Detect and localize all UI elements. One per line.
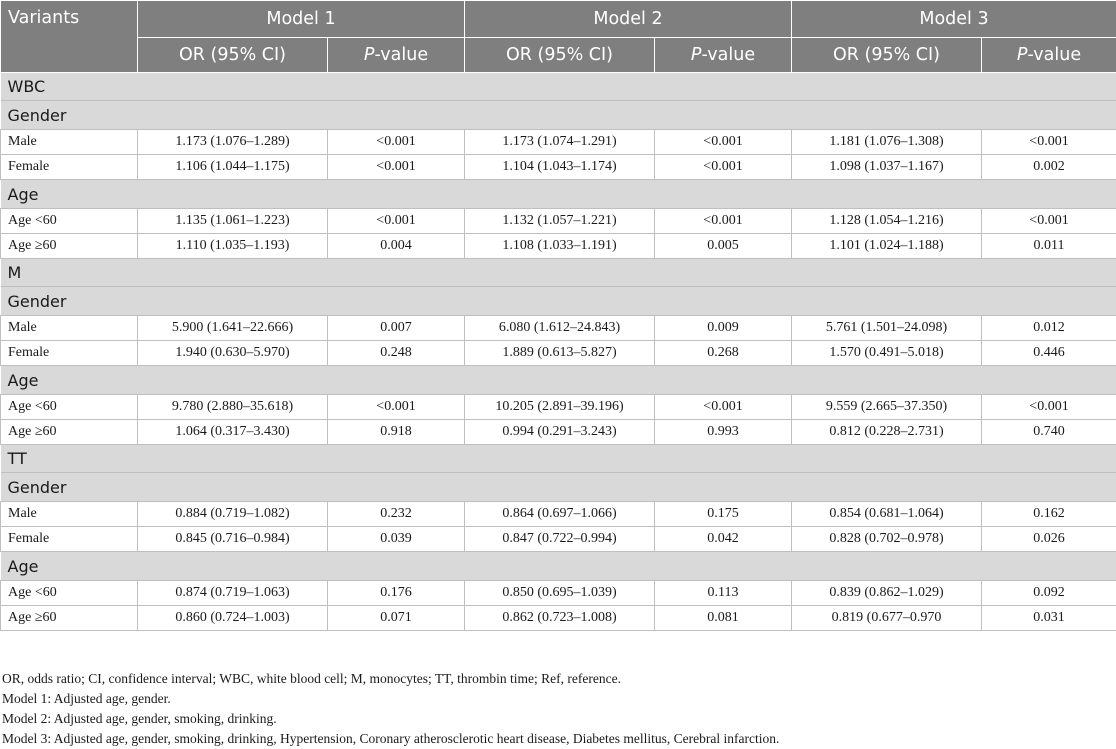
p-value-cell: <0.001 bbox=[655, 395, 792, 420]
row-label: Female bbox=[1, 155, 138, 180]
row-label: Age ≥60 bbox=[1, 606, 138, 631]
header-model-2: Model 2 bbox=[465, 1, 792, 38]
group-label: Gender bbox=[1, 287, 1116, 316]
or-cell: 10.205 (2.891–39.196) bbox=[465, 395, 655, 420]
section-row bbox=[1, 73, 1116, 101]
row-label: Male bbox=[1, 502, 138, 527]
or-cell: 1.128 (1.054–1.216) bbox=[792, 209, 982, 234]
or-cell: 0.845 (0.716–0.984) bbox=[138, 527, 328, 552]
row-label: Male bbox=[1, 316, 138, 341]
section-row bbox=[1, 259, 1116, 287]
header-or: OR (95% CI) bbox=[465, 38, 655, 73]
group-label: Gender bbox=[1, 473, 1116, 502]
p-value-cell: <0.001 bbox=[655, 209, 792, 234]
or-cell: 9.780 (2.880–35.618) bbox=[138, 395, 328, 420]
p-value-cell: 0.268 bbox=[655, 341, 792, 366]
p-value-cell: 0.007 bbox=[328, 316, 465, 341]
table-row bbox=[1, 341, 1116, 366]
p-value-cell: 0.004 bbox=[328, 234, 465, 259]
or-cell: 1.132 (1.057–1.221) bbox=[465, 209, 655, 234]
or-cell: 0.850 (0.695–1.039) bbox=[465, 581, 655, 606]
row-label: Female bbox=[1, 341, 138, 366]
or-cell: 1.570 (0.491–5.018) bbox=[792, 341, 982, 366]
row-label: Age ≥60 bbox=[1, 420, 138, 445]
group-row bbox=[1, 180, 1116, 209]
or-cell: 1.098 (1.037–1.167) bbox=[792, 155, 982, 180]
or-cell: 0.819 (0.677–0.970 bbox=[792, 606, 982, 631]
table-header bbox=[1, 1, 1116, 73]
p-value-cell: <0.001 bbox=[328, 209, 465, 234]
p-value-cell: 0.031 bbox=[982, 606, 1116, 631]
p-value-cell: 0.162 bbox=[982, 502, 1116, 527]
section-label: TT bbox=[1, 445, 1116, 473]
table-row bbox=[1, 502, 1116, 527]
header-model-1: Model 1 bbox=[138, 1, 465, 38]
table-row bbox=[1, 130, 1116, 155]
header-variants: Variants bbox=[1, 1, 138, 73]
or-cell: 0.839 (0.862–1.029) bbox=[792, 581, 982, 606]
p-value-cell: 0.176 bbox=[328, 581, 465, 606]
table-row bbox=[1, 527, 1116, 552]
group-label: Age bbox=[1, 552, 1116, 581]
table-row bbox=[1, 234, 1116, 259]
footnote: Model 3: Adjusted age, gender, smoking, drinking, Hypertension, Coronary atherosclerotic heart disease, Diabetes mellitus, Cerebral infarction. bbox=[0, 729, 1116, 749]
or-cell: 1.106 (1.044–1.175) bbox=[138, 155, 328, 180]
table-row bbox=[1, 155, 1116, 180]
or-cell: 0.828 (0.702–0.978) bbox=[792, 527, 982, 552]
or-cell: 0.847 (0.722–0.994) bbox=[465, 527, 655, 552]
or-cell: 1.173 (1.074–1.291) bbox=[465, 130, 655, 155]
or-cell: 1.889 (0.613–5.827) bbox=[465, 341, 655, 366]
footnote: OR, odds ratio; CI, confidence interval; WBC, white blood cell; M, monocytes; TT, thrombin time; Ref, reference. bbox=[0, 669, 1116, 689]
header-p-value: P-value bbox=[328, 38, 465, 73]
or-cell: 0.854 (0.681–1.064) bbox=[792, 502, 982, 527]
header-p-value: P-value bbox=[655, 38, 792, 73]
or-cell: 0.860 (0.724–1.003) bbox=[138, 606, 328, 631]
or-cell: 9.559 (2.665–37.350) bbox=[792, 395, 982, 420]
or-cell: 1.135 (1.061–1.223) bbox=[138, 209, 328, 234]
or-cell: 1.104 (1.043–1.174) bbox=[465, 155, 655, 180]
p-value-cell: 0.012 bbox=[982, 316, 1116, 341]
p-value-cell: <0.001 bbox=[655, 130, 792, 155]
p-value-cell: 0.039 bbox=[328, 527, 465, 552]
or-cell: 1.064 (0.317–3.430) bbox=[138, 420, 328, 445]
or-cell: 0.994 (0.291–3.243) bbox=[465, 420, 655, 445]
or-cell: 0.864 (0.697–1.066) bbox=[465, 502, 655, 527]
or-cell: 0.874 (0.719–1.063) bbox=[138, 581, 328, 606]
row-label: Age ≥60 bbox=[1, 234, 138, 259]
or-cell: 1.940 (0.630–5.970) bbox=[138, 341, 328, 366]
p-value-cell: <0.001 bbox=[328, 130, 465, 155]
group-label: Age bbox=[1, 366, 1116, 395]
table-row bbox=[1, 420, 1116, 445]
p-value-cell: 0.005 bbox=[655, 234, 792, 259]
table-row bbox=[1, 209, 1116, 234]
p-value-cell: 0.175 bbox=[655, 502, 792, 527]
or-cell: 1.108 (1.033–1.191) bbox=[465, 234, 655, 259]
row-label: Age <60 bbox=[1, 395, 138, 420]
or-cell: 5.761 (1.501–24.098) bbox=[792, 316, 982, 341]
table-body bbox=[1, 73, 1116, 631]
header-or: OR (95% CI) bbox=[138, 38, 328, 73]
or-cell: 5.900 (1.641–22.666) bbox=[138, 316, 328, 341]
row-label: Age <60 bbox=[1, 581, 138, 606]
p-value-cell: 0.026 bbox=[982, 527, 1116, 552]
group-row bbox=[1, 552, 1116, 581]
p-value-cell: <0.001 bbox=[655, 155, 792, 180]
section-label: WBC bbox=[1, 73, 1116, 101]
p-value-cell: 0.009 bbox=[655, 316, 792, 341]
table-row bbox=[1, 316, 1116, 341]
p-value-cell: <0.001 bbox=[328, 395, 465, 420]
section-label: M bbox=[1, 259, 1116, 287]
or-cell: 1.181 (1.076–1.308) bbox=[792, 130, 982, 155]
p-value-cell: 0.092 bbox=[982, 581, 1116, 606]
footnote: Model 2: Adjusted age, gender, smoking, drinking. bbox=[0, 709, 1116, 729]
header-p-value: P-value bbox=[982, 38, 1116, 73]
p-value-cell: <0.001 bbox=[982, 130, 1116, 155]
or-cell: 1.173 (1.076–1.289) bbox=[138, 130, 328, 155]
table-row bbox=[1, 606, 1116, 631]
group-label: Age bbox=[1, 180, 1116, 209]
p-value-cell: 0.071 bbox=[328, 606, 465, 631]
p-value-cell: 0.248 bbox=[328, 341, 465, 366]
group-row bbox=[1, 366, 1116, 395]
group-row bbox=[1, 473, 1116, 502]
or-cell: 0.812 (0.228–2.731) bbox=[792, 420, 982, 445]
p-value-cell: 0.113 bbox=[655, 581, 792, 606]
group-label: Gender bbox=[1, 101, 1116, 130]
p-value-cell: 0.232 bbox=[328, 502, 465, 527]
p-value-cell: 0.993 bbox=[655, 420, 792, 445]
p-value-cell: <0.001 bbox=[982, 395, 1116, 420]
or-cell: 1.101 (1.024–1.188) bbox=[792, 234, 982, 259]
row-label: Male bbox=[1, 130, 138, 155]
group-row bbox=[1, 287, 1116, 316]
p-value-cell: 0.011 bbox=[982, 234, 1116, 259]
group-row bbox=[1, 101, 1116, 130]
p-value-cell: <0.001 bbox=[982, 209, 1116, 234]
row-label: Age <60 bbox=[1, 209, 138, 234]
table-row bbox=[1, 395, 1116, 420]
or-cell: 1.110 (1.035–1.193) bbox=[138, 234, 328, 259]
or-cell: 0.862 (0.723–1.008) bbox=[465, 606, 655, 631]
footnote: Model 1: Adjusted age, gender. bbox=[0, 689, 1116, 709]
section-row bbox=[1, 445, 1116, 473]
p-value-cell: <0.001 bbox=[328, 155, 465, 180]
or-cell: 6.080 (1.612–24.843) bbox=[465, 316, 655, 341]
p-value-cell: 0.446 bbox=[982, 341, 1116, 366]
header-or: OR (95% CI) bbox=[792, 38, 982, 73]
or-cell: 0.884 (0.719–1.082) bbox=[138, 502, 328, 527]
p-value-cell: 0.740 bbox=[982, 420, 1116, 445]
row-label: Female bbox=[1, 527, 138, 552]
table-row bbox=[1, 581, 1116, 606]
p-value-cell: 0.002 bbox=[982, 155, 1116, 180]
footnotes bbox=[0, 669, 1116, 749]
header-model-3: Model 3 bbox=[792, 1, 1116, 38]
p-value-cell: 0.918 bbox=[328, 420, 465, 445]
p-value-cell: 0.042 bbox=[655, 527, 792, 552]
p-value-cell: 0.081 bbox=[655, 606, 792, 631]
